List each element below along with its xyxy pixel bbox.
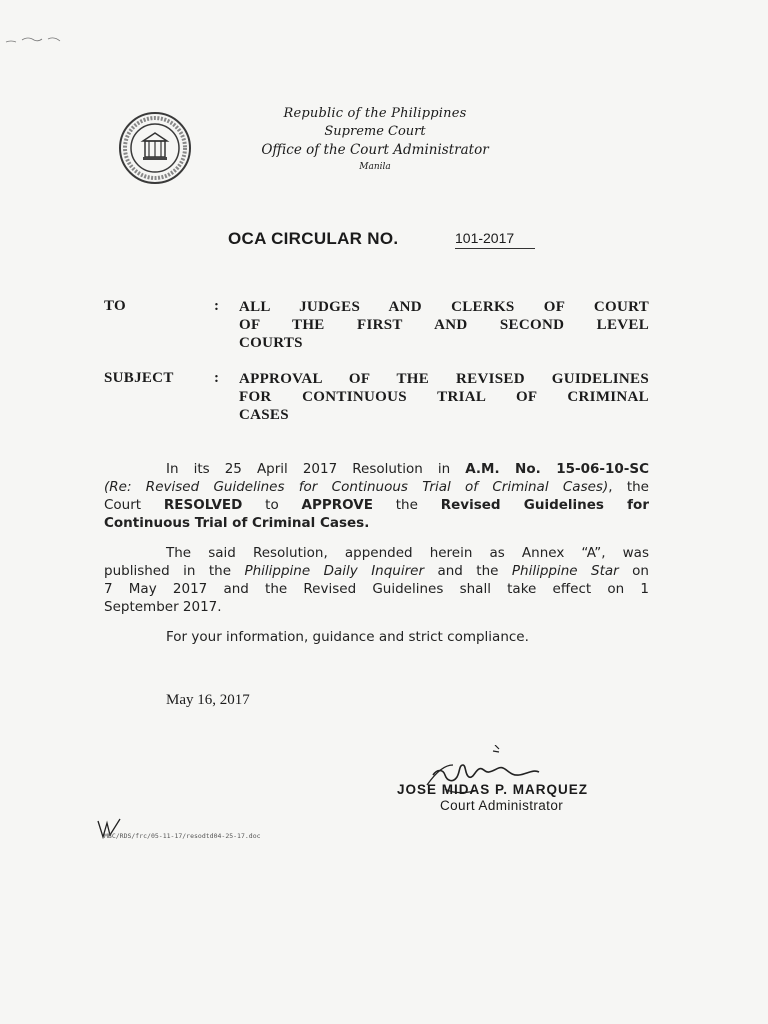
subject-line: FOR CONTINUOUS TRIAL OF CRIMINAL [239, 389, 649, 405]
letterhead-city: Manila [359, 162, 391, 172]
to-line: COURTS [239, 335, 303, 351]
court-seal [118, 111, 192, 185]
margin-mark [4, 30, 74, 50]
subject-colon: : [214, 370, 219, 386]
letterhead-office: Office of the Court Administrator [261, 142, 489, 158]
signatory-name: JOSE MIDAS P. MARQUEZ [397, 782, 589, 797]
letterhead-supreme-court: Supreme Court [324, 124, 426, 139]
to-colon: : [214, 298, 219, 314]
document-date: May 16, 2017 [166, 692, 250, 708]
subject-text [239, 370, 649, 424]
paragraph-compliance: For your information, guidance and strict compliance. [166, 629, 529, 645]
to-label: TO [104, 298, 127, 314]
to-recipients [239, 298, 649, 352]
circular-title: OCA CIRCULAR NO. [228, 229, 399, 248]
paragraph-resolution: In its 25 April 2017 Resolution in A.M. No. 15-06-10-SC (Re: Revised Guidelines for Continuous Trial of Criminal Cases), the Court RESOLVED to APPROVE the Revised Guidelines for Continuous Trial of Criminal Cases. [104, 461, 650, 531]
to-line: OF THE FIRST AND SECOND LEVEL [239, 317, 649, 333]
letterhead [230, 105, 520, 174]
subject-line: APPROVAL OF THE REVISED GUIDELINES [239, 371, 649, 387]
paragraph-publication: The said Resolution, appended herein as Annex “A”, was published in the Philippine Daily Inquirer and the Philippine Star on 7 May 2017 and the Revised Guidelines shall take effect on 1 September 2017. [104, 545, 649, 615]
circular-number: 101-2017 [455, 230, 535, 249]
signatory-title: Court Administrator [440, 798, 564, 813]
subject-line: CASES [239, 407, 289, 423]
subject-label: SUBJECT [104, 370, 174, 386]
file-reference: MBC/RDS/frc/05-11-17/resodtd04-25-17.doc [104, 832, 261, 840]
letterhead-republic: Republic of the Philippines [283, 106, 467, 121]
to-line: ALL JUDGES AND CLERKS OF COURT [239, 299, 649, 315]
